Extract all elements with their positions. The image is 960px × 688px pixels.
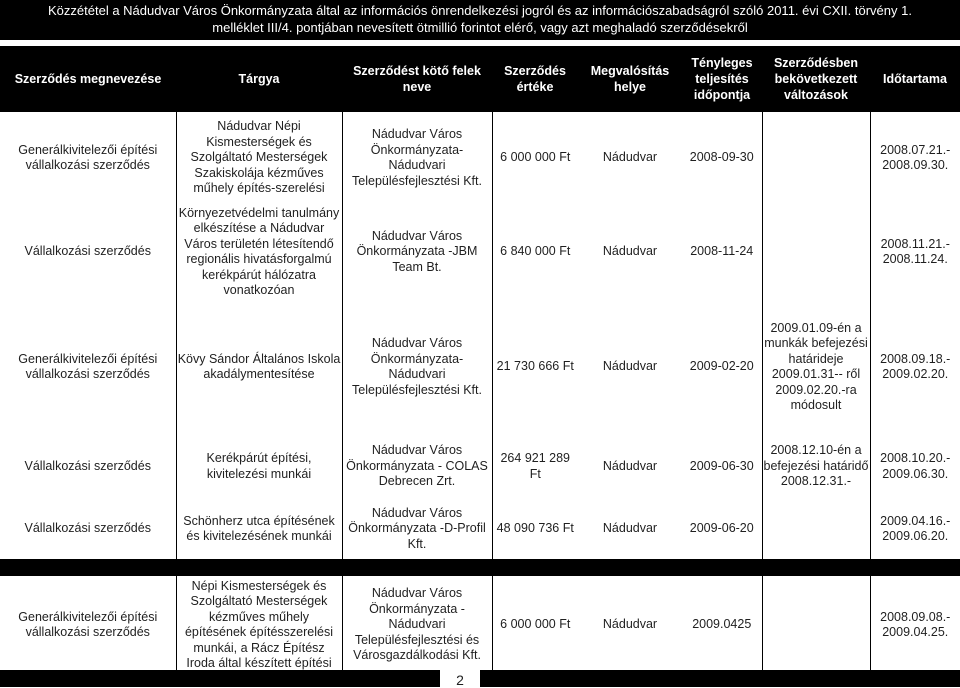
col-header-changes: Szerződésben bekövetkezett változások [762, 46, 870, 112]
header-line-2: melléklet III/4. pontjában nevesített ötmillió forintot elérő, vagy azt meghaladó szerződésekről [212, 20, 748, 35]
cell-name: Generálkivitelezői építési vállalkozási szerződés [18, 142, 158, 172]
cell-date: 2009.0425 [692, 617, 752, 632]
cell-value: 21 730 666 Ft [496, 359, 574, 374]
cell-changes [762, 204, 870, 300]
cell-parties: Nádudvar Város Önkormányzata -JBM Team Bt. [342, 204, 492, 300]
cell-name: Vállalkozási szerződés [24, 244, 151, 259]
col-header-value: Szerződés értéke [492, 46, 578, 112]
col-header-parties: Szerződést kötő felek neve [342, 46, 492, 112]
col-header-place: Megvalósítás helye [578, 46, 682, 112]
col-header-name: Szerződés megnevezése [0, 46, 176, 112]
table-row [0, 434, 960, 499]
cell-parties: Nádudvar Város Önkormányzata - Nádudvari Településfejlesztési és Városgazdálkodási Kft. [342, 576, 492, 674]
footer-bar-right [480, 670, 960, 687]
cell-value: 264 921 289 Ft [500, 451, 570, 481]
col-header-subject: Tárgya [176, 46, 342, 112]
col-header-date: Tényleges teljesítés időpontja [682, 46, 762, 112]
cell-date: 2008-11-24 [690, 244, 754, 259]
cell-value: 6 840 000 Ft [500, 244, 571, 259]
cell-value: 48 090 736 Ft [496, 521, 574, 536]
cell-parties: Nádudvar Város Önkormányzata- Nádudvari Településfejlesztési Kft. [342, 112, 492, 204]
cell-value: 6 000 000 Ft [500, 150, 571, 165]
cell-place: Nádudvar [602, 359, 658, 374]
cell-name: Vállalkozási szerződés [24, 521, 151, 536]
cell-changes [762, 112, 870, 204]
table-row [0, 112, 960, 204]
cell-date: 2009-06-30 [689, 458, 754, 473]
cell-subject: Schönherz utca építésének és kivitelezésének munkái [176, 499, 342, 559]
cell-duration: 2009.04.16.- 2009.06.20. [880, 513, 951, 543]
page-number: 2 [456, 672, 464, 688]
table-row [0, 499, 960, 559]
cell-duration: 2008.09.18.- 2009.02.20. [880, 351, 951, 381]
cell-parties: Nádudvar Város Önkormányzata - COLAS Debrecen Zrt. [342, 434, 492, 499]
cell-subject: Kövy Sándor Általános Iskola akadálymentesítése [176, 300, 342, 434]
cell-date: 2008-09-30 [689, 150, 754, 165]
cell-changes [762, 499, 870, 559]
cell-subject: Népi Kismesterségek és Szolgáltató Mesterségek kézműves műhely építésének építésszerelési munkái, a Rácz Építész Iroda által készített építési [176, 576, 342, 674]
footer-bar-left [0, 670, 440, 687]
table-row [0, 576, 960, 674]
col-header-duration: Időtartama [870, 46, 960, 112]
table-header-row [0, 46, 960, 112]
contracts-table [0, 46, 960, 674]
cell-changes [762, 576, 870, 674]
document-header [0, 0, 960, 40]
cell-name: Vállalkozási szerződés [24, 458, 151, 473]
cell-duration: 2008.11.21.- 2008.11.24. [880, 236, 950, 266]
cell-duration: 2008.09.08.- 2009.04.25. [880, 609, 951, 639]
cell-name: Generálkivitelezői építési vállalkozási szerződés [18, 609, 158, 639]
cell-place: Nádudvar [602, 458, 658, 473]
cell-subject: Kerékpárút építési, kivitelezési munkái [176, 434, 342, 499]
cell-place: Nádudvar [602, 150, 658, 165]
cell-duration: 2008.07.21.- 2008.09.30. [880, 142, 951, 172]
cell-place: Nádudvar [602, 244, 658, 259]
cell-place: Nádudvar [602, 617, 658, 632]
cell-date: 2009-02-20 [689, 359, 754, 374]
cell-subject: Nádudvar Népi Kismesterségek és Szolgáltató Mesterségek Szakiskolája kézműves műhely építés-szerelési [176, 112, 342, 204]
table-row [0, 204, 960, 300]
cell-parties: Nádudvar Város Önkormányzata- Nádudvari Településfejlesztési Kft. [342, 300, 492, 434]
row-separator [0, 559, 960, 576]
cell-duration: 2008.10.20.- 2009.06.30. [880, 451, 951, 481]
cell-date: 2009-06-20 [689, 521, 754, 536]
cell-subject: Környezetvédelmi tanulmány elkészítése a Nádudvar Város területén létesítendő regionális hivatásforgalmú kerékpárút hálózatra vonatkozóan [176, 204, 342, 300]
table-row [0, 300, 960, 434]
header-line-1: Közzététel a Nádudvar Város Önkormányzata által az információs önrendelkezési jogról és az információszabadságról szóló 2011. évi CXII. törvény 1. [48, 3, 912, 18]
cell-place: Nádudvar [602, 521, 658, 536]
cell-value: 6 000 000 Ft [500, 617, 571, 632]
cell-changes: 2009.01.09-én a munkák befejezési határideje 2009.01.31-- ről 2009.02.20.-ra módosult [762, 300, 870, 434]
cell-parties: Nádudvar Város Önkormányzata -D-Profil Kft. [342, 499, 492, 559]
cell-changes: 2008.12.10-én a befejezési határidő 2008.12.31.- [762, 434, 870, 499]
cell-name: Generálkivitelezői építési vállalkozási szerződés [18, 351, 158, 381]
